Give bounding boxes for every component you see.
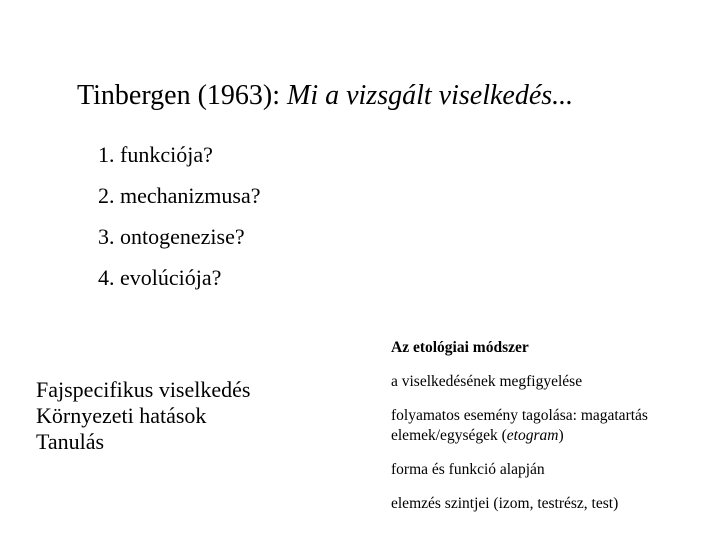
slide-title	[77, 78, 573, 114]
title-italic: Mi a vizsgált viselkedés...	[287, 80, 574, 111]
question-item-4: 4. evolúciója?	[98, 265, 222, 290]
method-item-observation: a viselkedésének megfigyelése	[391, 373, 583, 390]
influence-line-1: Fajspecifikus viselkedés	[36, 377, 251, 402]
segmentation-text: folyamatos esemény tagolása: magatartás elemek/egységek (	[391, 407, 648, 444]
method-item-form-function: forma és funkció alapján	[391, 461, 545, 478]
method-section	[391, 338, 691, 528]
question-item-2: 2. mechanizmusa?	[98, 183, 261, 208]
etogram-term: etogram	[506, 427, 559, 444]
question-list	[98, 140, 261, 304]
segmentation-close: )	[558, 427, 564, 444]
title-plain: Tinbergen (1963):	[77, 80, 287, 111]
influence-line-3: Tanulás	[36, 429, 105, 454]
influences-list	[36, 377, 250, 455]
question-item-1: 1. funkciója?	[98, 142, 213, 167]
method-item-segmentation	[391, 406, 691, 446]
method-heading: Az etológiai módszer	[391, 339, 529, 356]
influence-line-2: Környezeti hatások	[36, 403, 207, 428]
method-item-analysis-levels: elemzés szintjei (izom, testrész, test)	[391, 495, 619, 512]
question-item-3: 3. ontogenezise?	[98, 224, 245, 249]
